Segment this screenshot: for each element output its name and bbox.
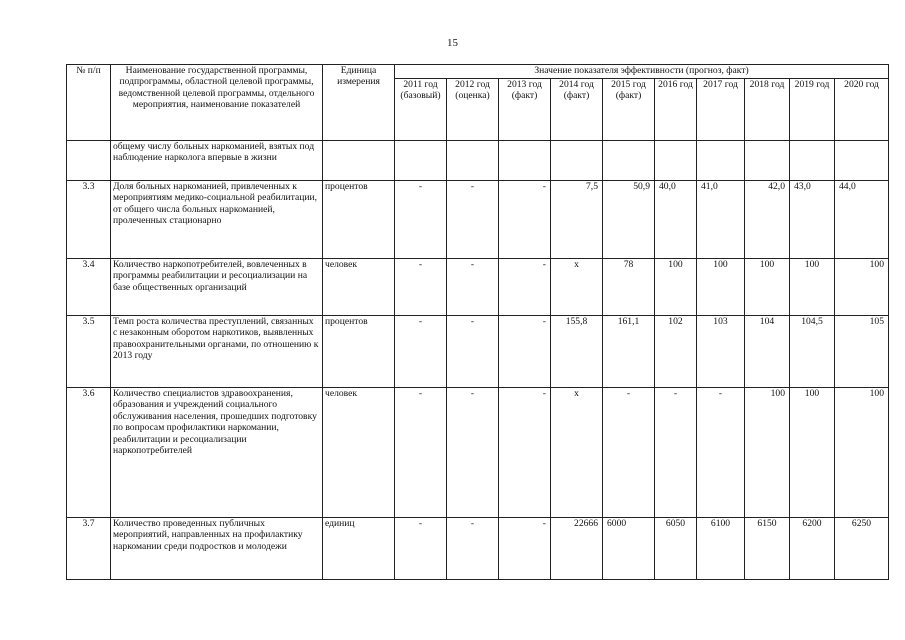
row-value-2018: 100	[745, 388, 790, 518]
header-year-2019: 2019 год	[790, 79, 835, 141]
header-year-2015: 2015 год (факт)	[603, 79, 655, 141]
row-value-2018: 104	[745, 316, 790, 388]
row-unit: человек	[323, 388, 395, 518]
row-value-2017	[697, 141, 745, 181]
table-row	[67, 388, 889, 518]
row-value-2020: 6250	[835, 518, 889, 580]
table-row	[67, 181, 889, 259]
header-year-2020: 2020 год	[835, 79, 889, 141]
row-value-2013: -	[499, 259, 551, 316]
row-value-2017: 103	[697, 316, 745, 388]
row-value-2014: 7,5	[551, 181, 603, 259]
row-value-2011: -	[395, 518, 447, 580]
row-unit	[323, 141, 395, 181]
row-value-2011	[395, 141, 447, 181]
row-value-2016	[655, 141, 697, 181]
row-name: общему числу больных наркоманией, взятых под наблюдение нарколога впервые в жизни	[111, 141, 323, 181]
row-value-2014: 22666	[551, 518, 603, 580]
row-value-2014: х	[551, 388, 603, 518]
header-num: № п/п	[67, 65, 111, 141]
row-name: Количество специалистов здравоохранения, образования и учреждений социального обслуживания населения, прошедших подготовку по вопросам профилактики наркомании, реабилитации и ресоциализации наркопотребителей	[111, 388, 323, 518]
row-name: Количество проведенных публичных мероприятий, направленных на профилактику наркомании среди подростков и молодежи	[111, 518, 323, 580]
row-value-2019	[790, 141, 835, 181]
row-value-2013: -	[499, 388, 551, 518]
header-year-2016: 2016 год	[655, 79, 697, 141]
row-value-2018: 6150	[745, 518, 790, 580]
row-value-2016: 102	[655, 316, 697, 388]
row-num: 3.7	[67, 518, 111, 580]
row-value-2016: -	[655, 388, 697, 518]
row-num: 3.5	[67, 316, 111, 388]
row-num: 3.6	[67, 388, 111, 518]
header-year-2018: 2018 год	[745, 79, 790, 141]
header-year-2017: 2017 год	[697, 79, 745, 141]
row-value-2015: 6000	[603, 518, 655, 580]
row-value-2018	[745, 141, 790, 181]
row-value-2015	[603, 141, 655, 181]
row-value-2017: 6100	[697, 518, 745, 580]
table-row	[67, 518, 889, 580]
row-value-2011: -	[395, 259, 447, 316]
row-value-2013: -	[499, 181, 551, 259]
row-value-2011: -	[395, 316, 447, 388]
header-year-2012: 2012 год (оценка)	[447, 79, 499, 141]
row-value-2019: 104,5	[790, 316, 835, 388]
row-name: Доля больных наркоманией, привлеченных к мероприятиям медико-социальной реабилитации, от общего числа больных наркоманией, пролеченных стационарно	[111, 181, 323, 259]
row-unit: процентов	[323, 316, 395, 388]
row-unit: процентов	[323, 181, 395, 259]
row-value-2015: -	[603, 388, 655, 518]
header-name: Наименование государственной программы, подпрограммы, областной целевой программы, ведомственной целевой программы, отдельного мероприятия, наименование показателей	[111, 65, 323, 141]
row-value-2013: -	[499, 316, 551, 388]
row-value-2020: 100	[835, 388, 889, 518]
row-value-2016: 100	[655, 259, 697, 316]
row-value-2017: 100	[697, 259, 745, 316]
page-number: 15	[447, 37, 458, 49]
row-value-2019: 100	[790, 259, 835, 316]
row-value-2014	[551, 141, 603, 181]
row-num: 3.4	[67, 259, 111, 316]
row-value-2013: -	[499, 518, 551, 580]
row-value-2015: 161,1	[603, 316, 655, 388]
header-unit: Единица измерения	[323, 65, 395, 141]
row-value-2020: 105	[835, 316, 889, 388]
row-value-2012: -	[447, 316, 499, 388]
row-value-2012: -	[447, 388, 499, 518]
row-value-2014: 155,8	[551, 316, 603, 388]
row-value-2014: х	[551, 259, 603, 316]
table-row	[67, 141, 889, 181]
row-value-2018: 100	[745, 259, 790, 316]
header-year-2011: 2011 год (базовый)	[395, 79, 447, 141]
row-value-2012: -	[447, 259, 499, 316]
row-value-2012: -	[447, 181, 499, 259]
row-value-2020	[835, 141, 889, 181]
row-value-2017: -	[697, 388, 745, 518]
indicators-table	[66, 64, 889, 580]
row-value-2015: 78	[603, 259, 655, 316]
row-value-2011: -	[395, 388, 447, 518]
row-value-2016: 6050	[655, 518, 697, 580]
row-num	[67, 141, 111, 181]
row-unit: единиц	[323, 518, 395, 580]
header-year-2013: 2013 год (факт)	[499, 79, 551, 141]
row-value-2016: 40,0	[655, 181, 697, 259]
row-value-2019: 100	[790, 388, 835, 518]
row-name: Темп роста количества преступлений, связанных с незаконным оборотом наркотиков, выявленных правоохранительными органами, по отношению к 2013 году	[111, 316, 323, 388]
row-value-2013	[499, 141, 551, 181]
row-value-2017: 41,0	[697, 181, 745, 259]
header-year-2014: 2014 год (факт)	[551, 79, 603, 141]
row-value-2015: 50,9	[603, 181, 655, 259]
row-value-2012	[447, 141, 499, 181]
row-name: Количество наркопотребителей, вовлеченных в программы реабилитации и ресоциализации на базе общественных организаций	[111, 259, 323, 316]
table-row	[67, 259, 889, 316]
header-values-title: Значение показателя эффективности (прогноз, факт)	[395, 65, 889, 79]
row-num: 3.3	[67, 181, 111, 259]
row-value-2012: -	[447, 518, 499, 580]
row-value-2018: 42,0	[745, 181, 790, 259]
row-value-2019: 6200	[790, 518, 835, 580]
row-value-2011: -	[395, 181, 447, 259]
table-row	[67, 316, 889, 388]
row-value-2019: 43,0	[790, 181, 835, 259]
row-value-2020: 100	[835, 259, 889, 316]
row-value-2020: 44,0	[835, 181, 889, 259]
row-unit: человек	[323, 259, 395, 316]
